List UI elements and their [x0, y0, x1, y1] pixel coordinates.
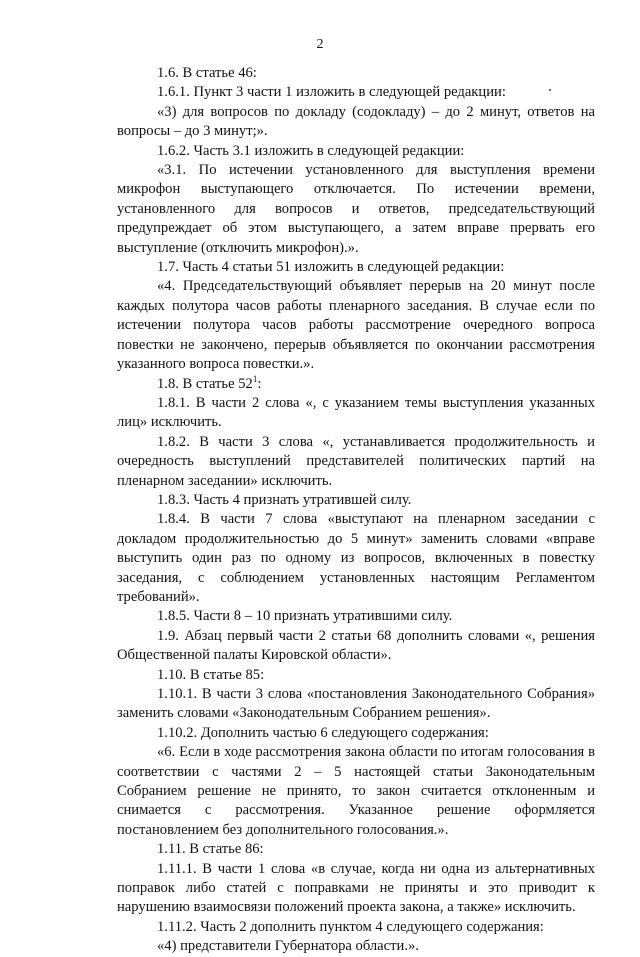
section-heading: 1.11. В статье 86: — [157, 841, 264, 858]
amendment-item: 1.8.3. Часть 4 признать утратившей силу. — [157, 491, 412, 508]
amendment-item: 1.8.2. В части 3 слова «, устанавливается продолжительность и очередность выступлений представителей политических партий на пленарном заседании» исключить. — [117, 433, 595, 489]
section-heading — [117, 375, 595, 394]
quoted-text: «4. Председательствующий объявляет перерыв на 20 минут после каждых полутора часов работы пленарного заседания. В случае если по истечении полутора часов работы рассмотрение очередного вопроса повестки не закончено, перерыв объявляется по окончании рассмотрения указанного вопроса повестки.». — [117, 278, 595, 373]
amendment-item: 1.8.5. Части 8 – 10 признать утратившими силу. — [157, 608, 453, 625]
amendment-item: 1.11.2. Часть 2 дополнить пунктом 4 следующего содержания: — [157, 918, 544, 935]
section-heading-text: 1.8. В статье 52 — [157, 375, 253, 392]
quoted-text: «6. Если в ходе рассмотрения закона области по итогам голосования в соответствии с частями 2 – 5 настоящей статьи Законодательным Собранием решение не принято, то закон считается отклоненным и снимается с рассмотрения. Указанное решение оформляется постановлением без дополнительного голосования.». — [117, 744, 595, 838]
page-number: 2 — [316, 37, 324, 52]
section-heading: 1.6. В статье 46: — [157, 65, 257, 81]
amendment-item: 1.6.1. Пункт 3 части 1 изложить в следующей редакции: — [157, 84, 506, 101]
section-heading: 1.7. Часть 4 статьи 51 изложить в следующей редакции: — [157, 259, 505, 276]
section-heading-tail: : — [257, 375, 262, 392]
quoted-text: «3.1. По истечении установленного для выступления времени микрофон выступающего отключается. По истечении времени, установленного для вопросов и ответов, председательствующий предупреждает об этом выступающего, а затем вправе прервать его выступление (отключить микрофон).». — [117, 162, 595, 256]
amendment-item: 1.10.1. В части 3 слова «постановления Законодательного Собрания» заменить словами «Законодательным Собранием решения». — [117, 686, 595, 722]
superscript: 1 — [252, 373, 258, 384]
amendment-item: 1.11.1. В части 1 слова «в случае, когда ни одна из альтернативных поправок либо статей с поправками не приняты и это приводит к нарушению взаимосвязи положений проекта закона, а также» исключить. — [117, 860, 595, 916]
amendment-item: 1.8.4. В части 7 слова «выступают на пленарном заседании с докладом продолжительностью до 5 минут» заменить словами «вправе выступить один раз по одному из вопросов, включенных в повестку заседания, с соблюдением установленных настоящим Регламентом требований». — [117, 511, 595, 605]
amendment-item: 1.10.2. Дополнить частью 6 следующего содержания: — [157, 724, 489, 741]
quoted-text: «4) представители Губернатора области.». — [157, 938, 419, 955]
amendment-item: 1.6.2. Часть 3.1 изложить в следующей редакции: — [157, 142, 465, 159]
section-heading: 1.9. Абзац первый части 2 статьи 68 дополнить словами «, решения Общественной палаты Кировской области». — [117, 627, 595, 664]
quoted-text: «3) для вопросов по докладу (содокладу) – до 2 минут, ответов на вопросы – до 3 минут;». — [117, 103, 595, 140]
document-body — [117, 64, 595, 957]
amendment-item: 1.8.1. В части 2 слова «, с указанием темы выступления указанных лиц» исключить. — [117, 394, 595, 431]
section-heading: 1.10. В статье 85: — [157, 666, 265, 683]
